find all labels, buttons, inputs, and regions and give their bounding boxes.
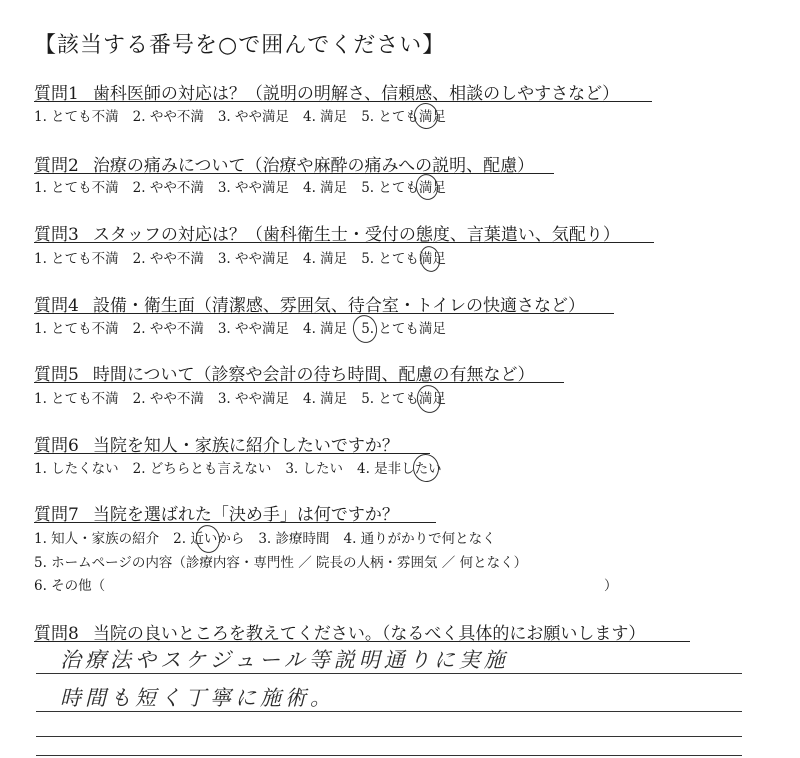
question-1-text: 歯科医師の対応は？（説明の明解さ、信頼感、相談のしやすさなど） xyxy=(92,84,620,104)
question-6-text: 当院を知人・家族に紹介したいですか？ xyxy=(92,436,399,456)
question-7-options xyxy=(34,527,510,547)
writing-line-2 xyxy=(36,711,742,712)
question-6-number: 質問6 xyxy=(34,436,79,456)
q7-option-1[interactable]: 1. 知人・家族の紹介 xyxy=(34,531,160,547)
q5-option-2[interactable]: 2. やや不満 xyxy=(132,391,204,407)
writing-line-3 xyxy=(36,736,742,737)
q6-option-2[interactable]: 2. どちらとも言えない xyxy=(132,461,272,477)
handwritten-answer-line-1: 治療法やスケジュール等説明通りに実施 xyxy=(60,648,509,672)
q3-option-3[interactable]: 3. やや満足 xyxy=(217,251,290,267)
question-2-underline xyxy=(34,173,554,174)
q1-option-2[interactable]: 2. やや不満 xyxy=(132,109,204,125)
question-3-text: スタッフの対応は？（歯科衛生士・受付の態度、言葉遣い、気配り） xyxy=(92,225,620,245)
q7-option-2[interactable]: 2. 近いから xyxy=(173,531,245,547)
question-7-text: 当院を選ばれた「決め手」は何ですか？ xyxy=(92,505,399,525)
q5-option-3[interactable]: 3. やや満足 xyxy=(217,391,290,407)
q4-option-3[interactable]: 3. やや満足 xyxy=(217,321,290,337)
q7-option-6-label: 6. その他（ xyxy=(34,578,106,594)
writing-line-1 xyxy=(36,673,742,674)
question-4-underline xyxy=(34,313,614,314)
q7-option-6[interactable] xyxy=(34,574,618,594)
question-3-underline xyxy=(34,242,654,243)
question-8-number: 質問8 xyxy=(34,624,79,644)
form-title: 【該当する番号を○で囲んでください】 xyxy=(34,33,446,58)
question-2-text: 治療の痛みについて（治療や麻酔の痛みへの説明、配慮） xyxy=(92,156,535,176)
q2-option-5[interactable]: 5. とても満足 xyxy=(361,180,446,196)
question-7-underline xyxy=(34,522,436,523)
question-8-text: 当院の良いところを教えてください。（なるべく具体的にお願いします） xyxy=(92,624,646,644)
question-4-text: 設備・衛生面（清潔感、雰囲気、待合室・トイレの快適さなど） xyxy=(92,296,585,316)
q6-option-4[interactable]: 4. 是非したい xyxy=(357,461,442,477)
q1-option-4[interactable]: 4. 満足 xyxy=(303,109,348,125)
question-1-options xyxy=(34,105,460,125)
question-4-number: 質問4 xyxy=(34,296,79,316)
q6-option-1[interactable]: 1. したくない xyxy=(34,461,119,477)
question-7-number: 質問7 xyxy=(34,505,79,525)
q4-option-5[interactable]: 5. とても満足 xyxy=(361,321,446,337)
q3-option-5[interactable]: 5. とても満足 xyxy=(361,251,446,267)
q3-option-4[interactable]: 4. 満足 xyxy=(303,251,348,267)
question-2-number: 質問2 xyxy=(34,156,79,176)
q7-option-4[interactable]: 4. 通りがかりで何となく xyxy=(343,531,496,547)
question-8-underline xyxy=(34,641,690,642)
q1-option-3[interactable]: 3. やや満足 xyxy=(217,109,290,125)
q7-option-5[interactable]: 5. ホームページの内容（診療内容・専門性 ／ 院長の人柄・雰囲気 ／ 何となく） xyxy=(34,555,528,571)
q4-option-4[interactable]: 4. 満足 xyxy=(303,321,348,337)
q7-option-6-close: ） xyxy=(604,578,618,594)
q5-option-1[interactable]: 1. とても不満 xyxy=(34,391,119,407)
question-6-options xyxy=(34,457,456,477)
question-6-underline xyxy=(34,453,430,454)
question-5-options xyxy=(34,387,460,407)
question-3-number: 質問3 xyxy=(34,225,79,245)
q2-option-3[interactable]: 3. やや満足 xyxy=(217,180,290,196)
q3-option-2[interactable]: 2. やや不満 xyxy=(132,251,204,267)
q1-option-1[interactable]: 1. とても不満 xyxy=(34,109,119,125)
question-3-options xyxy=(34,247,460,267)
q2-option-2[interactable]: 2. やや不満 xyxy=(132,180,204,196)
q2-option-4[interactable]: 4. 満足 xyxy=(303,180,348,196)
q4-option-1[interactable]: 1. とても不満 xyxy=(34,321,119,337)
q5-option-5[interactable]: 5. とても満足 xyxy=(361,391,446,407)
q3-option-1[interactable]: 1. とても不満 xyxy=(34,251,119,267)
question-1-underline xyxy=(34,101,652,102)
handwritten-answer-line-2: 時間も短く丁寧に施術。 xyxy=(60,686,335,710)
q1-option-5[interactable]: 5. とても満足 xyxy=(361,109,446,125)
question-5-underline xyxy=(34,382,564,383)
q4-option-2[interactable]: 2. やや不満 xyxy=(132,321,204,337)
q6-option-3[interactable]: 3. したい xyxy=(285,461,344,477)
question-5-number: 質問5 xyxy=(34,365,79,385)
question-4-options xyxy=(34,317,460,337)
q5-option-4[interactable]: 4. 満足 xyxy=(303,391,348,407)
question-2-options xyxy=(34,176,460,196)
question-5-text: 時間について（診察や会計の待ち時間、配慮の有無など） xyxy=(92,365,535,385)
question-1-number: 質問1 xyxy=(34,84,79,104)
q7-option-3[interactable]: 3. 診療時間 xyxy=(258,531,330,547)
q2-option-1[interactable]: 1. とても不満 xyxy=(34,180,119,196)
writing-line-4 xyxy=(36,755,742,756)
